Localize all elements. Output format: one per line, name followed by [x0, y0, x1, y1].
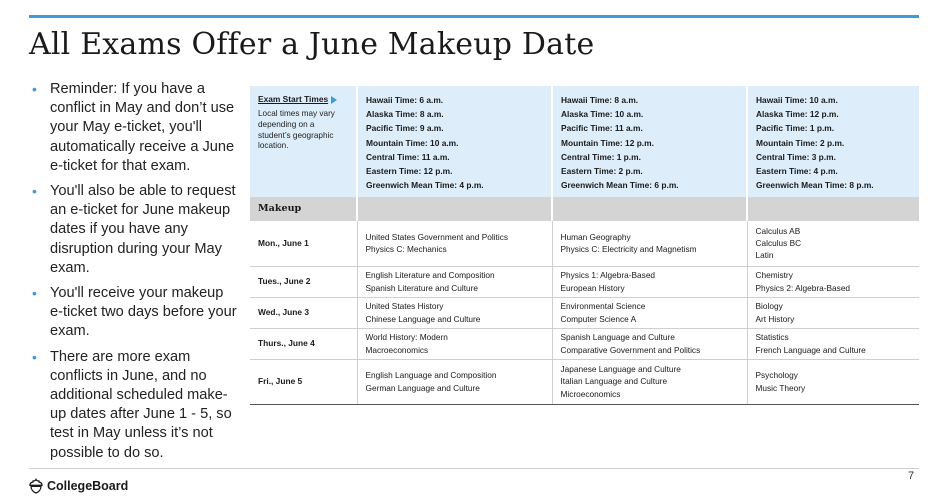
- subject-cell: [357, 297, 552, 328]
- table-row: [250, 359, 919, 404]
- day-label: Tues., June 2: [250, 266, 357, 297]
- subject: Spanish Literature and Culture: [365, 282, 479, 293]
- time-line: Alaska Time: 8 a.m.: [366, 109, 444, 120]
- time-line: Eastern Time: 12 p.m.: [366, 166, 453, 177]
- subject-cell: [747, 266, 919, 297]
- page-number: 7: [908, 470, 915, 482]
- start-times-note: Local times may vary depending on a student’s geographic location.: [258, 109, 335, 151]
- subject: Physics 2: Algebra-Based: [755, 282, 851, 293]
- bullet-icon: •: [32, 81, 37, 97]
- subject: World History: Modern: [365, 332, 448, 343]
- time-column: [357, 86, 552, 197]
- time-column: [747, 86, 919, 197]
- subject: Italian Language and Culture: [560, 376, 668, 387]
- logo-text: CollegeBoard: [47, 479, 129, 493]
- subject: English Language and Composition: [365, 370, 497, 381]
- table-row: [250, 221, 919, 266]
- footer-divider: [29, 468, 919, 469]
- makeup-header-cell: [357, 197, 552, 221]
- makeup-label: Makeup: [250, 197, 357, 221]
- subject: French Language and Culture: [755, 344, 866, 355]
- time-line: Hawaii Time: 8 a.m.: [561, 95, 639, 105]
- table-row: [250, 297, 919, 328]
- time-line: Alaska Time: 12 p.m.: [756, 109, 839, 120]
- subject: Psychology: [755, 370, 798, 381]
- bullet-list: [30, 80, 240, 469]
- subject-cell: [357, 359, 552, 404]
- bullet-text: You'll also be able to request an e-ticket for June makeup dates if you have any disruption during your May exam.: [50, 183, 236, 276]
- time-line: Mountain Time: 12 p.m.: [561, 137, 654, 148]
- bullet-item: [30, 348, 240, 463]
- subject: German Language and Culture: [365, 382, 480, 393]
- table-row: [250, 266, 919, 297]
- bullet-item: [30, 284, 240, 342]
- subject-cell: [747, 359, 919, 404]
- makeup-header-row: [250, 197, 919, 221]
- subject-cell: [747, 328, 919, 359]
- subject-cell: [552, 297, 747, 328]
- bullet-icon: •: [32, 183, 37, 200]
- subject: Art History: [755, 313, 795, 324]
- time-line: Pacific Time: 9 a.m.: [366, 123, 444, 134]
- subject: Human Geography: [560, 231, 631, 242]
- subject: Spanish Language and Culture: [560, 332, 675, 343]
- subject-cell: [552, 359, 747, 404]
- subject-cell: [357, 328, 552, 359]
- subject: Computer Science A: [560, 313, 637, 324]
- subject: Macroeconomics: [365, 344, 429, 355]
- makeup-header-cell: [747, 197, 919, 221]
- bullet-text: Reminder: If you have a conflict in May and don’t use your May e-ticket, you'll automatically receive a June e-ticket for that exam.: [50, 81, 235, 174]
- day-label: Wed., June 3: [250, 297, 357, 328]
- time-line: Mountain Time: 2 p.m.: [756, 137, 845, 148]
- top-accent-bar: [29, 15, 919, 18]
- start-times-header: [250, 86, 357, 197]
- time-line: Eastern Time: 4 p.m.: [756, 166, 838, 177]
- subject: Statistics: [755, 332, 789, 343]
- subject: Chinese Language and Culture: [365, 313, 481, 324]
- start-times-label: Exam Start Times: [258, 94, 329, 104]
- bullet-item: [30, 182, 240, 278]
- day-label: Fri., June 5: [250, 359, 357, 404]
- bullet-icon: •: [32, 285, 37, 302]
- subject: Physics C: Mechanics: [365, 244, 447, 255]
- time-line: Greenwich Mean Time: 6 p.m.: [561, 180, 679, 191]
- collegeboard-logo: [28, 478, 128, 494]
- subject-cell: [747, 297, 919, 328]
- subject: Japanese Language and Culture: [560, 363, 681, 374]
- subject-cell: [552, 328, 747, 359]
- subject: European History: [560, 282, 625, 293]
- arrow-right-icon: [331, 96, 337, 104]
- time-column: [552, 86, 747, 197]
- time-line: Central Time: 3 p.m.: [756, 151, 836, 162]
- subject: United States Government and Politics: [365, 231, 509, 242]
- makeup-header-cell: [552, 197, 747, 221]
- time-line: Central Time: 11 a.m.: [366, 151, 450, 162]
- acorn-icon: [28, 478, 44, 494]
- subject: Comparative Government and Politics: [560, 344, 701, 355]
- subject: Environmental Science: [560, 301, 646, 312]
- bullet-item: [30, 80, 240, 176]
- slide-title: All Exams Offer a June Makeup Date: [29, 27, 595, 62]
- subject: Music Theory: [755, 382, 806, 393]
- bullet-icon: •: [32, 348, 37, 365]
- time-line: Greenwich Mean Time: 8 p.m.: [756, 180, 874, 191]
- subject: Chemistry: [755, 270, 793, 281]
- bullet-text: You'll receive your makeup e-ticket two days before your exam.: [50, 285, 237, 340]
- subject: Microeconomics: [560, 388, 621, 399]
- time-line: Hawaii Time: 6 a.m.: [366, 95, 444, 105]
- day-label: Thurs., June 4: [250, 328, 357, 359]
- bullet-text: There are more exam conflicts in June, and no additional scheduled make-up dates after June 1 - 5, so test in May unless it’s not possible to do so.: [50, 348, 232, 461]
- time-line: Mountain Time: 10 a.m.: [366, 137, 459, 148]
- time-line: Eastern Time: 2 p.m.: [561, 166, 643, 177]
- time-line: Pacific Time: 11 a.m.: [561, 123, 643, 134]
- subject-cell: [552, 266, 747, 297]
- subject: Latin: [755, 250, 774, 261]
- subject-cell: [357, 266, 552, 297]
- subject: Physics C: Electricity and Magnetism: [560, 244, 697, 255]
- start-times-row: [250, 86, 919, 197]
- day-label: Mon., June 1: [250, 221, 357, 266]
- time-line: Central Time: 1 p.m.: [561, 151, 641, 162]
- time-line: Hawaii Time: 10 a.m.: [756, 95, 838, 105]
- table-row: [250, 328, 919, 359]
- time-line: Pacific Time: 1 p.m.: [756, 123, 835, 134]
- time-line: Greenwich Mean Time: 4 p.m.: [366, 180, 484, 191]
- subject: Biology: [755, 301, 783, 312]
- subject-cell: [357, 221, 552, 266]
- subject: Calculus AB: [755, 225, 801, 236]
- time-line: Alaska Time: 10 a.m.: [561, 109, 644, 120]
- subject-cell: [747, 221, 919, 266]
- subject: United States History: [365, 301, 444, 312]
- exam-schedule-table: [250, 86, 919, 405]
- subject: English Literature and Composition: [365, 270, 495, 281]
- subject: Calculus BC: [755, 238, 802, 249]
- subject-cell: [552, 221, 747, 266]
- subject: Physics 1: Algebra-Based: [560, 270, 656, 281]
